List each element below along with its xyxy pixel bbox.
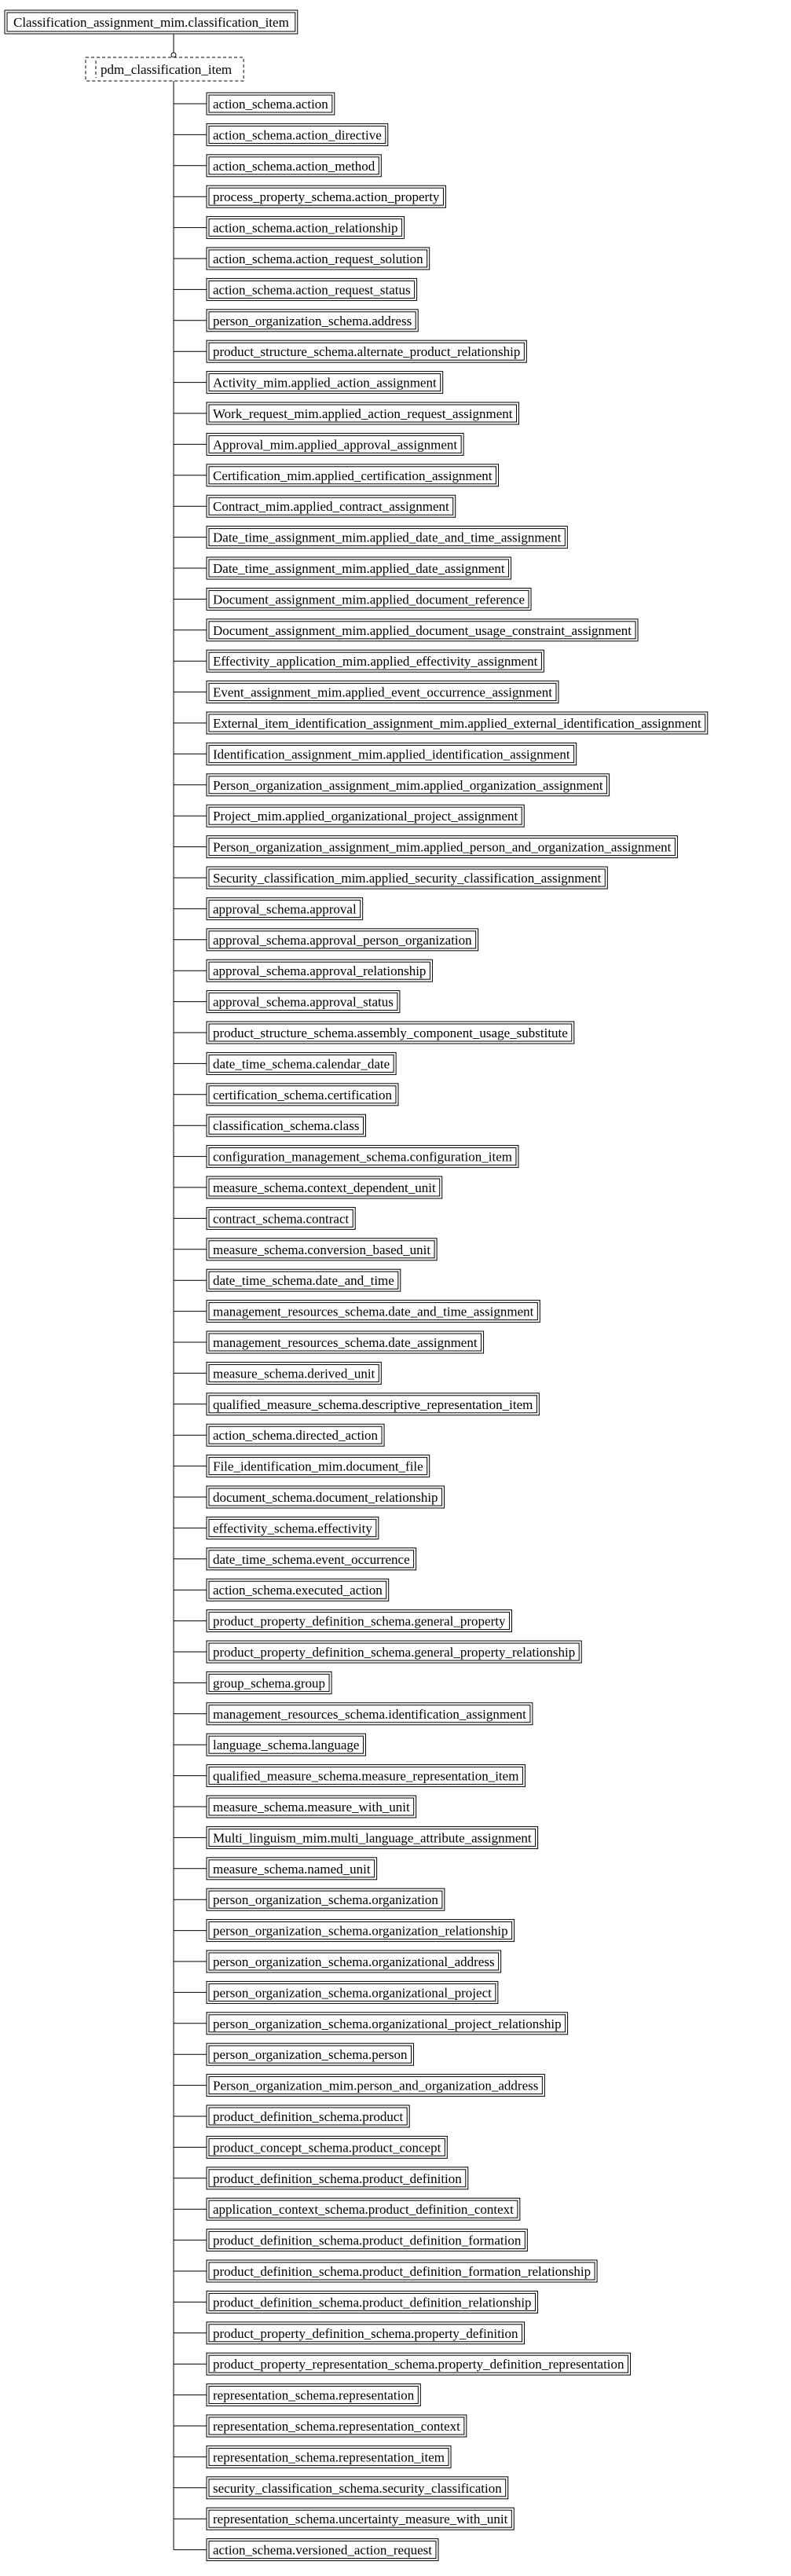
select-item-box[interactable] (174, 1269, 401, 1291)
select-item-label: person_organization_schema.organizational_address (213, 1954, 495, 1969)
select-item-box[interactable] (174, 1331, 484, 1353)
select-item-box[interactable] (174, 2353, 631, 2375)
select-item-label: application_context_schema.product_definition_context (213, 2202, 514, 2218)
select-item-label: date_time_schema.date_and_time (213, 1273, 394, 1289)
select-item-label: product_structure_schema.assembly_component_usage_substitute (213, 1026, 568, 1040)
select-item-box[interactable] (174, 1734, 365, 1756)
select-item-box[interactable] (174, 495, 456, 517)
select-item-label: File_identification_mim.document_file (213, 1459, 423, 1474)
select-item-label: measure_schema.derived_unit (213, 1366, 375, 1382)
select-item-label: process_property_schema.action_property (213, 189, 440, 205)
select-item-box[interactable] (174, 2043, 414, 2065)
select-item-box[interactable] (174, 2013, 568, 2035)
relationship-end-circle (171, 53, 176, 57)
select-item-label: product_concept_schema.product_concept (213, 2140, 441, 2156)
select-item-box[interactable] (174, 1796, 416, 1818)
select-item-label: External_item_identification_assignment_mim.applied_external_identification_assignment (213, 716, 701, 731)
select-item-label: person_organization_schema.person (213, 2047, 408, 2063)
select-item-label: Work_request_mim.applied_action_request_assignment (213, 406, 513, 421)
select-item-box[interactable] (174, 1826, 538, 1848)
select-item-label: configuration_management_schema.configuration_item (213, 1149, 512, 1165)
select-item-label: action_schema.action (213, 97, 328, 112)
select-item-box[interactable] (174, 2415, 467, 2437)
select-item-label: Contract_mim.applied_contract_assignment (213, 499, 449, 515)
select-item-box[interactable] (174, 805, 524, 827)
select-item-box[interactable] (174, 1455, 430, 1477)
select-item-label: action_schema.action_method (213, 158, 375, 174)
select-item-label: product_structure_schema.alternate_product_relationship (213, 344, 521, 360)
select-item-box[interactable] (174, 1981, 498, 2003)
select-item-label: qualified_measure_schema.descriptive_representation_item (213, 1396, 533, 1412)
select-item-label: effectivity_schema.effectivity (213, 1521, 372, 1536)
select-item-label: Approval_mim.applied_approval_assignment (213, 437, 458, 453)
select-item-box[interactable] (174, 2167, 468, 2189)
select-item-label: date_time_schema.event_occurrence (213, 1551, 410, 1567)
select-item-label: measure_schema.measure_with_unit (213, 1800, 410, 1815)
select-item-box[interactable] (174, 1610, 511, 1632)
select-item-label: product_definition_schema.product_definition_formation_relationship (213, 2264, 591, 2279)
select-items (174, 93, 708, 2561)
select-item-box[interactable] (174, 217, 405, 239)
select-item-label: product_property_definition_schema.property_definition (213, 2325, 518, 2341)
select-item-box[interactable] (174, 1579, 389, 1601)
select-item-label: product_property_representation_schema.property_definition_representation (213, 2357, 624, 2372)
select-item-label: person_organization_schema.organizational_project (213, 1985, 492, 2001)
select-item-box[interactable] (174, 278, 417, 300)
select-item-box[interactable] (174, 2075, 544, 2097)
select-item-label: product_property_definition_schema.general_property (213, 1613, 506, 1629)
select-item-box[interactable] (174, 897, 363, 919)
select-item-label: approval_schema.approval_person_organization (213, 932, 472, 948)
select-item-label: management_resources_schema.date_and_time_assignment (213, 1304, 534, 1319)
select-item-label: Person_organization_assignment_mim.applied_person_and_organization_assignment (213, 839, 672, 855)
select-item-label: measure_schema.context_dependent_unit (213, 1180, 436, 1195)
select-item-box[interactable] (174, 1424, 384, 1446)
select-item-label: Document_assignment_mim.applied_document_usage_constraint_assignment (213, 622, 632, 638)
select-item-box[interactable] (174, 1950, 501, 1972)
select-item-label: group_schema.group (213, 1675, 326, 1691)
select-item-box[interactable] (174, 1671, 331, 1693)
select-item-box[interactable] (174, 1517, 379, 1539)
select-item-box[interactable] (174, 2384, 420, 2406)
select-item-box[interactable] (174, 155, 381, 177)
select-item-label: person_organization_schema.organization_relationship (213, 1923, 508, 1939)
select-item-label: Effectivity_application_mim.applied_effectivity_assignment (213, 654, 538, 670)
select-item-label: language_schema.language (213, 1738, 360, 1753)
select-item-box[interactable] (174, 1176, 442, 1198)
select-item-label: action_schema.action_relationship (213, 220, 398, 236)
select-item-label: product_definition_schema.product_definition (213, 2171, 462, 2186)
select-item-box[interactable] (174, 1765, 525, 1787)
select-item-label: date_time_schema.calendar_date (213, 1056, 390, 1072)
select-item-box[interactable] (174, 2105, 409, 2127)
select-item-box[interactable] (174, 743, 577, 765)
select-item-label: Identification_assignment_mim.applied_identification_assignment (213, 747, 570, 762)
select-item-box[interactable] (174, 2508, 514, 2530)
root-entity-box[interactable] (5, 10, 298, 34)
select-item-label: person_organization_schema.organizational_project_relationship (213, 2016, 562, 2031)
select-item-label: Person_organization_assignment_mim.applied_organization_assignment (213, 777, 603, 793)
select-item-box[interactable] (174, 1052, 396, 1074)
select-item-box[interactable] (174, 1641, 581, 1663)
select-item-label: action_schema.action_request_solution (213, 251, 423, 266)
select-item-box[interactable] (174, 1888, 445, 1910)
select-item-box[interactable] (174, 372, 443, 394)
select-item-box[interactable] (174, 1393, 539, 1415)
select-item-label: classification_schema.class (213, 1118, 360, 1134)
root-entity-label: Classification_assignment_mim.classification_item (13, 15, 289, 30)
select-item-box[interactable] (174, 867, 607, 889)
select-item-box[interactable] (174, 2260, 597, 2282)
select-item-box[interactable] (174, 2446, 451, 2468)
select-item-box[interactable] (174, 557, 511, 579)
select-item-box[interactable] (174, 2291, 538, 2313)
select-item-box[interactable] (174, 2229, 527, 2251)
select-item-label: Event_assignment_mim.applied_event_occurrence_assignment (213, 684, 552, 700)
select-item-box[interactable] (174, 1207, 355, 1229)
select-item-box[interactable] (174, 650, 544, 672)
select-item-box[interactable] (174, 527, 567, 549)
select-type-box[interactable] (86, 57, 244, 81)
select-item-box[interactable] (174, 93, 335, 115)
select-type-label: pdm_classification_item (101, 62, 233, 77)
select-item-box[interactable] (174, 248, 430, 270)
select-item-label: action_schema.executed_action (213, 1583, 383, 1598)
select-item-label: qualified_measure_schema.measure_representation_item (213, 1768, 519, 1784)
select-item-label: product_definition_schema.product_definition_formation (213, 2233, 522, 2248)
select-item-box[interactable] (174, 402, 519, 424)
select-item-label: contract_schema.contract (213, 1211, 350, 1227)
select-item-label: approval_schema.approval (213, 901, 357, 917)
select-item-box[interactable] (174, 681, 558, 703)
select-item-box[interactable] (174, 2322, 525, 2344)
select-item-box[interactable] (174, 929, 478, 951)
select-item-label: representation_schema.representation_item (213, 2449, 445, 2465)
select-item-label: Person_organization_mim.person_and_organization_address (213, 2078, 539, 2093)
select-item-box[interactable] (174, 1703, 533, 1725)
select-item-label: management_resources_schema.date_assignment (213, 1335, 478, 1350)
select-item-label: person_organization_schema.address (213, 313, 412, 328)
select-item-label: certification_schema.certification (213, 1087, 392, 1103)
select-item-label: action_schema.directed_action (213, 1428, 379, 1444)
select-item-box[interactable] (174, 464, 498, 486)
select-item-box[interactable] (174, 310, 418, 332)
select-item-label: approval_schema.approval_relationship (213, 963, 427, 979)
select-item-label: product_property_definition_schema.general_property_relationship (213, 1645, 576, 1660)
select-item-box[interactable] (174, 1022, 574, 1044)
select-item-label: person_organization_schema.organization (213, 1892, 438, 1908)
select-item-box[interactable] (174, 2136, 447, 2158)
select-item-box[interactable] (174, 1146, 518, 1168)
select-item-box[interactable] (174, 1301, 540, 1323)
select-item-label: document_schema.document_relationship (213, 1490, 438, 1505)
select-item-label: representation_schema.uncertainty_measure_with_unit (213, 2512, 508, 2527)
select-item-label: management_resources_schema.identification_assignment (213, 1706, 526, 1722)
select-item-label: product_definition_schema.product (213, 2109, 404, 2124)
select-item-box[interactable] (174, 588, 531, 610)
select-item-label: representation_schema.representation_context (213, 2419, 460, 2434)
select-item-label: measure_schema.named_unit (213, 1861, 371, 1877)
select-item-box[interactable] (174, 2539, 438, 2561)
select-item-box[interactable] (174, 960, 432, 982)
select-item-label: measure_schema.conversion_based_unit (213, 1242, 431, 1257)
select-item-label: product_definition_schema.product_definition_relationship (213, 2295, 532, 2310)
select-item-label: Multi_linguism_mim.multi_language_attribute_assignment (213, 1830, 532, 1846)
select-item-label: Activity_mim.applied_action_assignment (213, 375, 437, 391)
select-item-label: representation_schema.representation (213, 2387, 415, 2403)
select-item-box[interactable] (174, 991, 400, 1013)
select-item-box[interactable] (174, 1486, 445, 1508)
select-item-label: Date_time_assignment_mim.applied_date_and_time_assignment (213, 530, 562, 545)
select-item-box[interactable] (174, 2198, 520, 2220)
select-item-box[interactable] (174, 1084, 398, 1106)
select-item-label: approval_schema.approval_status (213, 994, 394, 1010)
select-item-box[interactable] (174, 123, 388, 145)
select-item-label: action_schema.action_request_status (213, 282, 411, 298)
select-item-box[interactable] (174, 433, 463, 455)
select-item-label: action_schema.action_directive (213, 127, 382, 143)
select-item-box[interactable] (174, 2477, 508, 2499)
select-item-box[interactable] (174, 774, 610, 796)
select-item-label: security_classification_schema.security_classification (213, 2480, 502, 2496)
select-item-box[interactable] (174, 1548, 416, 1570)
select-item-box[interactable] (174, 185, 445, 207)
select-item-label: Document_assignment_mim.applied_document_reference (213, 592, 526, 607)
select-item-label: action_schema.versioned_action_request (213, 2542, 432, 2558)
select-item-box[interactable] (174, 1362, 381, 1384)
select-item-box[interactable] (174, 1858, 377, 1880)
select-item-box[interactable] (174, 836, 677, 858)
select-item-box[interactable] (174, 1920, 515, 1942)
select-item-label: Project_mim.applied_organizational_project_assignment (213, 809, 518, 824)
select-item-box[interactable] (174, 712, 708, 734)
select-item-box[interactable] (174, 1238, 437, 1260)
select-item-label: Certification_mim.applied_certification_assignment (213, 468, 493, 483)
select-item-box[interactable] (174, 1114, 365, 1136)
select-item-box[interactable] (174, 340, 526, 362)
select-item-label: Date_time_assignment_mim.applied_date_assignment (213, 561, 505, 576)
select-item-box[interactable] (174, 619, 638, 641)
select-item-label: Security_classification_mim.applied_security_classification_assignment (213, 871, 602, 886)
